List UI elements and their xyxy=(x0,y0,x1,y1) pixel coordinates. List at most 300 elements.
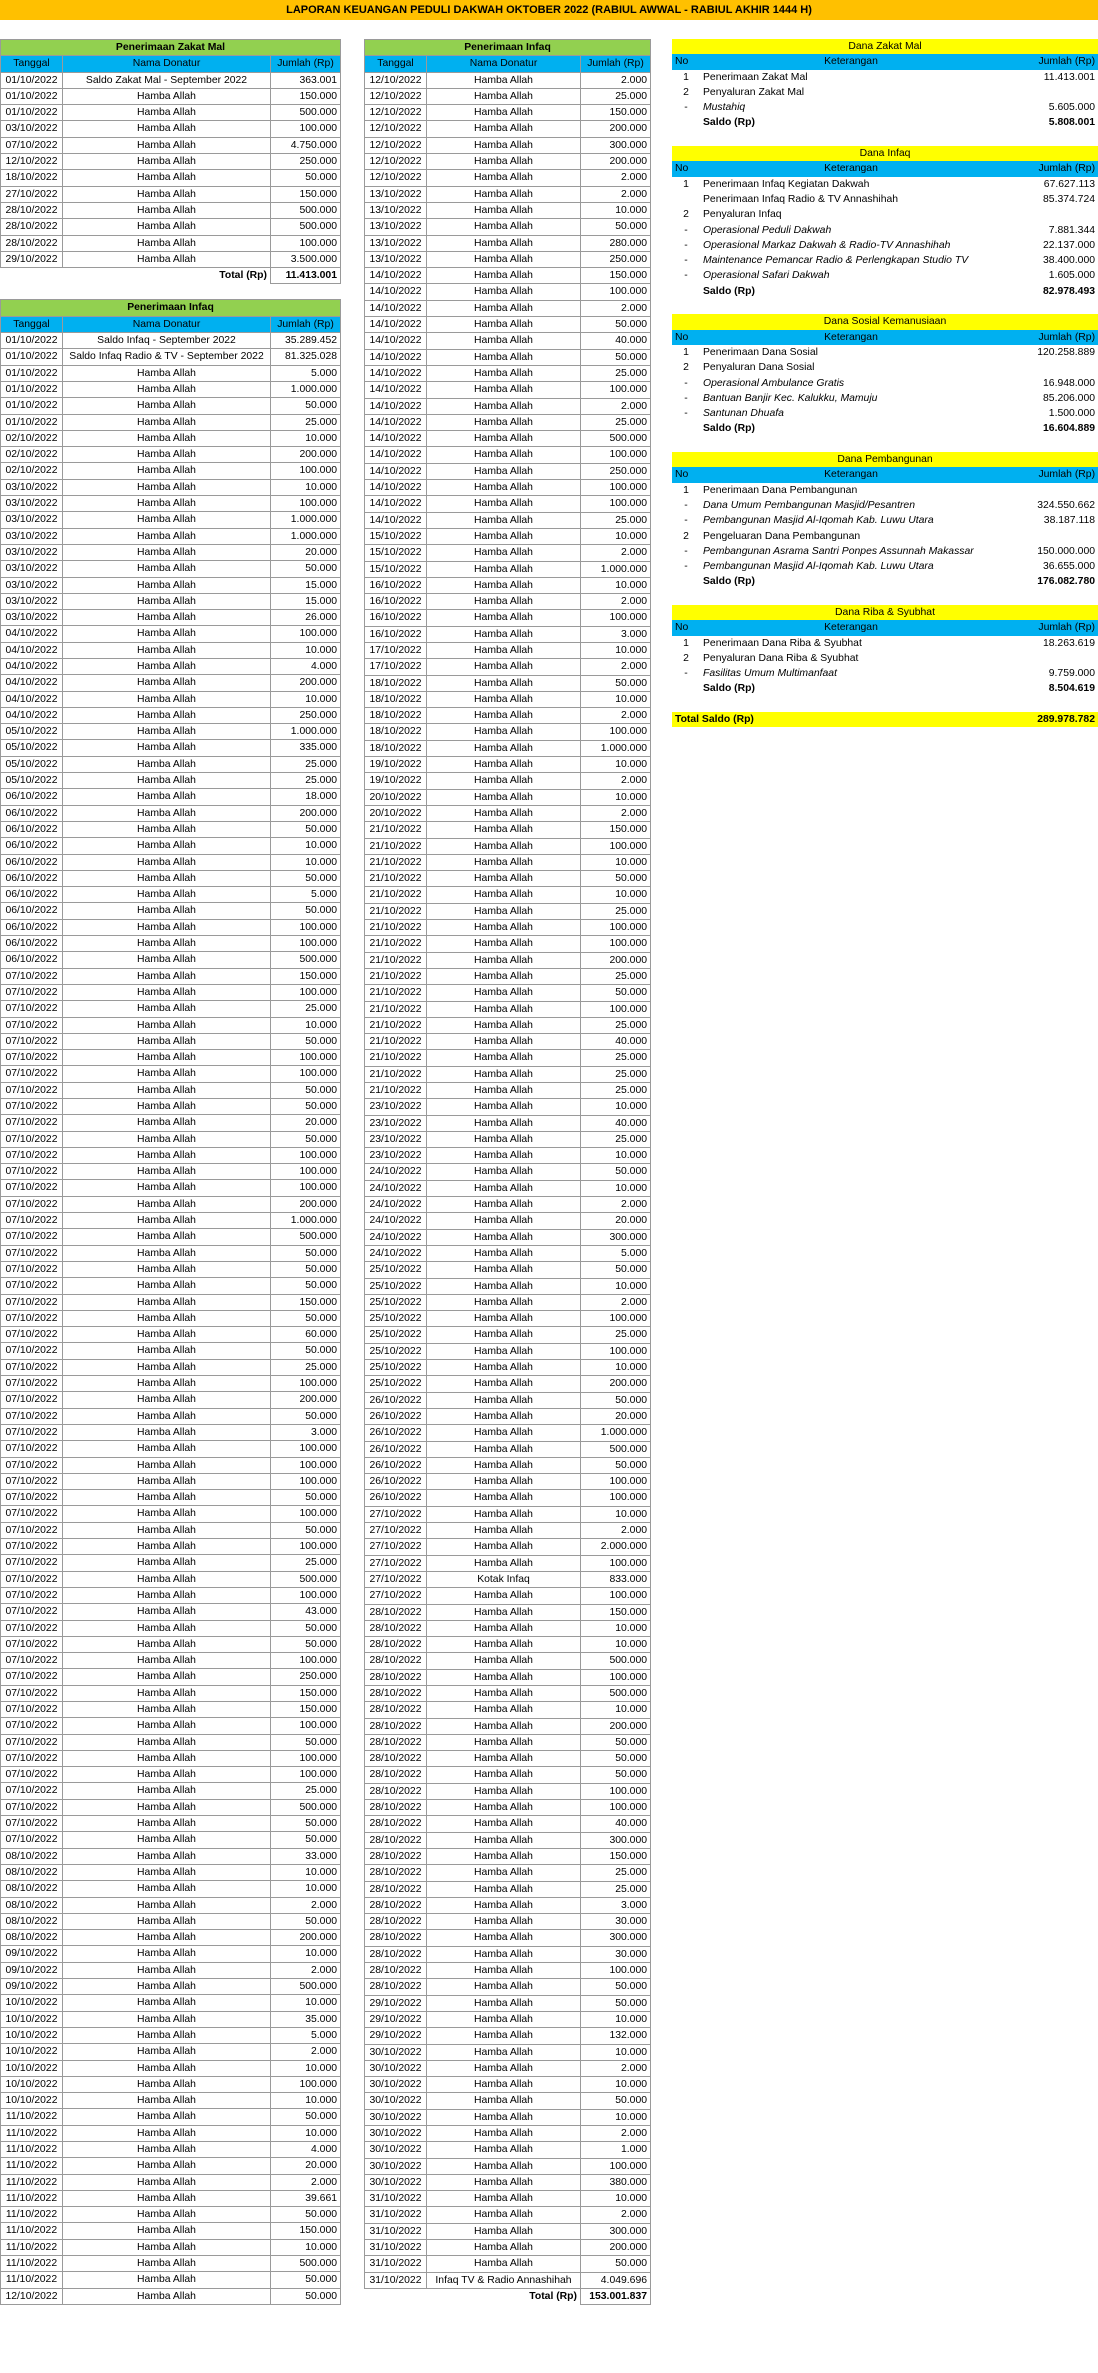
summary-row-amount: 85.374.724 xyxy=(1043,193,1096,205)
row-date: 30/10/2022 xyxy=(365,2044,427,2060)
row-date: 07/10/2022 xyxy=(1,1327,63,1343)
summary-header-amount: Jumlah (Rp) xyxy=(1002,467,1098,482)
row-donor: Hamba Allah xyxy=(427,985,581,1001)
table-row xyxy=(365,1262,651,1278)
row-amount: 10.000 xyxy=(271,2239,341,2255)
row-amount: 50.000 xyxy=(271,1913,341,1929)
table-row xyxy=(365,789,651,805)
row-amount: 380.000 xyxy=(581,2174,651,2190)
table-row xyxy=(1,1506,341,1522)
table-row xyxy=(1,707,341,723)
row-date: 18/10/2022 xyxy=(365,691,427,707)
row-donor: Hamba Allah xyxy=(63,691,271,707)
summary-row xyxy=(672,238,1098,253)
table-row xyxy=(1,479,341,495)
row-donor: Hamba Allah xyxy=(63,137,271,153)
row-donor: Hamba Allah xyxy=(427,235,581,251)
row-amount: 10.000 xyxy=(271,642,341,658)
row-amount: 10.000 xyxy=(581,1360,651,1376)
row-date: 06/10/2022 xyxy=(1,870,63,886)
row-date: 28/10/2022 xyxy=(365,1604,427,1620)
table-row xyxy=(365,154,651,170)
row-amount: 50.000 xyxy=(271,1832,341,1848)
row-donor: Hamba Allah xyxy=(63,1506,271,1522)
summary-row-amount: 85.206.000 xyxy=(1043,392,1096,404)
row-amount: 50.000 xyxy=(581,1734,651,1750)
row-donor: Hamba Allah xyxy=(63,1245,271,1261)
row-donor: Hamba Allah xyxy=(63,903,271,919)
row-donor: Hamba Allah xyxy=(427,1946,581,1962)
row-date: 07/10/2022 xyxy=(1,1001,63,1017)
table-row xyxy=(365,1523,651,1539)
row-amount: 10.000 xyxy=(581,528,651,544)
row-amount: 500.000 xyxy=(271,105,341,121)
table-row xyxy=(365,1083,651,1099)
table-row xyxy=(365,1034,651,1050)
row-amount: 250.000 xyxy=(271,154,341,170)
row-donor: Hamba Allah xyxy=(427,1604,581,1620)
summary-row-amount xyxy=(1002,651,1098,666)
row-date: 13/10/2022 xyxy=(365,202,427,218)
row-donor: Hamba Allah xyxy=(63,1001,271,1017)
summary-row-no xyxy=(672,574,700,589)
row-donor: Hamba Allah xyxy=(63,1424,271,1440)
summary-row-desc: Dana Umum Pembangunan Masjid/Pesantren xyxy=(703,499,915,511)
row-date: 07/10/2022 xyxy=(1,1392,63,1408)
row-amount: 500.000 xyxy=(581,1685,651,1701)
table-row xyxy=(365,463,651,479)
table-row xyxy=(1,1408,341,1424)
row-date: 07/10/2022 xyxy=(1,1620,63,1636)
row-donor: Hamba Allah xyxy=(427,2109,581,2125)
row-date: 01/10/2022 xyxy=(1,398,63,414)
summary-row-amount: 11.413.001 xyxy=(1043,71,1096,83)
row-date: 15/10/2022 xyxy=(365,561,427,577)
row-date: 11/10/2022 xyxy=(1,2272,63,2288)
table-row xyxy=(365,1490,651,1506)
table-row xyxy=(1,756,341,772)
row-date: 07/10/2022 xyxy=(1,1441,63,1457)
row-donor: Hamba Allah xyxy=(427,2223,581,2239)
row-donor: Hamba Allah xyxy=(427,1425,581,1441)
row-donor: Hamba Allah xyxy=(63,2125,271,2141)
row-date: 12/10/2022 xyxy=(365,88,427,104)
table-row xyxy=(1,919,341,935)
row-amount: 40.000 xyxy=(581,1034,651,1050)
row-date: 25/10/2022 xyxy=(365,1294,427,1310)
row-amount: 10.000 xyxy=(581,887,651,903)
row-amount: 10.000 xyxy=(271,2060,341,2076)
row-date: 09/10/2022 xyxy=(1,1979,63,1995)
row-donor: Hamba Allah xyxy=(63,805,271,821)
table-row xyxy=(365,1620,651,1636)
row-date: 28/10/2022 xyxy=(365,1734,427,1750)
summary-row xyxy=(672,651,1098,666)
row-donor: Hamba Allah xyxy=(63,707,271,723)
row-date: 31/10/2022 xyxy=(365,2256,427,2272)
row-date: 13/10/2022 xyxy=(365,251,427,267)
row-date: 03/10/2022 xyxy=(1,544,63,560)
table-row xyxy=(365,170,651,186)
row-amount: 50.000 xyxy=(271,2272,341,2288)
row-amount: 100.000 xyxy=(581,2158,651,2174)
table-row xyxy=(1,2093,341,2109)
row-date: 07/10/2022 xyxy=(1,1359,63,1375)
table-row xyxy=(1,593,341,609)
row-date: 05/10/2022 xyxy=(1,773,63,789)
row-date: 07/10/2022 xyxy=(1,1473,63,1489)
row-amount: 335.000 xyxy=(271,740,341,756)
row-date: 03/10/2022 xyxy=(1,561,63,577)
row-donor: Hamba Allah xyxy=(63,1555,271,1571)
table-row xyxy=(365,1360,651,1376)
row-donor: Hamba Allah xyxy=(427,1588,581,1604)
table-row xyxy=(1,887,341,903)
row-donor: Hamba Allah xyxy=(63,1539,271,1555)
row-date: 07/10/2022 xyxy=(1,1669,63,1685)
row-amount: 10.000 xyxy=(581,2109,651,2125)
table-row xyxy=(1,2060,341,2076)
row-amount: 200.000 xyxy=(581,1718,651,1734)
row-date: 07/10/2022 xyxy=(1,1196,63,1212)
row-amount: 2.000 xyxy=(581,773,651,789)
summary-header-desc: Keterangan xyxy=(700,54,1002,69)
row-date: 04/10/2022 xyxy=(1,707,63,723)
row-amount: 10.000 xyxy=(271,691,341,707)
row-donor: Hamba Allah xyxy=(63,1701,271,1717)
table-row xyxy=(1,854,341,870)
row-date: 14/10/2022 xyxy=(365,463,427,479)
row-date: 28/10/2022 xyxy=(365,1702,427,1718)
row-amount: 2.000 xyxy=(581,72,651,88)
row-date: 11/10/2022 xyxy=(1,2109,63,2125)
table-row xyxy=(1,658,341,674)
row-date: 27/10/2022 xyxy=(365,1506,427,1522)
table-row xyxy=(1,838,341,854)
row-donor: Hamba Allah xyxy=(63,1359,271,1375)
table-row xyxy=(1,1962,341,1978)
table-row xyxy=(365,642,651,658)
row-donor: Hamba Allah xyxy=(427,1523,581,1539)
table-row xyxy=(365,1180,651,1196)
table-row xyxy=(365,2207,651,2223)
row-date: 14/10/2022 xyxy=(365,268,427,284)
row-donor: Hamba Allah xyxy=(427,2077,581,2093)
row-date: 20/10/2022 xyxy=(365,789,427,805)
row-date: 23/10/2022 xyxy=(365,1148,427,1164)
row-donor: Hamba Allah xyxy=(63,251,271,267)
row-amount: 150.000 xyxy=(271,2223,341,2239)
row-date: 01/10/2022 xyxy=(1,381,63,397)
left-column xyxy=(0,39,341,2305)
table-row xyxy=(1,1946,341,1962)
summary-row-amount: 1.500.000 xyxy=(1048,408,1096,420)
row-date: 16/10/2022 xyxy=(365,577,427,593)
table-row xyxy=(365,822,651,838)
row-date: 14/10/2022 xyxy=(365,512,427,528)
row-amount: 25.000 xyxy=(581,1865,651,1881)
row-date: 14/10/2022 xyxy=(365,414,427,430)
row-amount: 10.000 xyxy=(581,789,651,805)
row-donor: Hamba Allah xyxy=(63,1620,271,1636)
summary-header-amount: Jumlah (Rp) xyxy=(1002,620,1098,635)
row-date: 07/10/2022 xyxy=(1,1343,63,1359)
row-donor: Hamba Allah xyxy=(427,1017,581,1033)
table-row xyxy=(1,610,341,626)
row-amount: 500.000 xyxy=(581,1441,651,1457)
row-donor: Hamba Allah xyxy=(63,887,271,903)
row-date: 24/10/2022 xyxy=(365,1164,427,1180)
table-row xyxy=(1,1555,341,1571)
table-row xyxy=(1,1881,341,1897)
row-donor: Hamba Allah xyxy=(427,1783,581,1799)
grand-total-value: 289.978.782 xyxy=(1002,712,1098,727)
row-donor: Hamba Allah xyxy=(63,447,271,463)
row-date: 28/10/2022 xyxy=(1,202,63,218)
row-date: 07/10/2022 xyxy=(1,1750,63,1766)
row-amount: 100.000 xyxy=(271,1457,341,1473)
table-row xyxy=(365,1653,651,1669)
row-amount: 25.000 xyxy=(581,1881,651,1897)
row-amount: 18.000 xyxy=(271,789,341,805)
row-amount: 100.000 xyxy=(581,496,651,512)
row-date: 07/10/2022 xyxy=(1,1115,63,1131)
row-donor: Hamba Allah xyxy=(63,2288,271,2304)
row-date: 07/10/2022 xyxy=(1,1180,63,1196)
table-row xyxy=(1,121,341,137)
table-row xyxy=(1,463,341,479)
table-row xyxy=(1,186,341,202)
row-amount: 200.000 xyxy=(271,1930,341,1946)
row-amount: 100.000 xyxy=(271,1441,341,1457)
row-date: 21/10/2022 xyxy=(365,1017,427,1033)
summary-row-no: - xyxy=(684,668,688,680)
table-row xyxy=(365,2223,651,2239)
row-date: 07/10/2022 xyxy=(1,1213,63,1229)
table-row xyxy=(365,1897,651,1913)
table-row xyxy=(1,1131,341,1147)
row-donor: Hamba Allah xyxy=(427,691,581,707)
summary-row-desc: Operasional Safari Dakwah xyxy=(703,270,830,282)
row-donor: Hamba Allah xyxy=(63,658,271,674)
table-row xyxy=(1,1832,341,1848)
row-amount: 25.000 xyxy=(271,1555,341,1571)
row-amount: 280.000 xyxy=(581,235,651,251)
row-amount: 20.000 xyxy=(271,1115,341,1131)
summary-row-amount: 5.605.000 xyxy=(1048,102,1096,114)
row-date: 16/10/2022 xyxy=(365,610,427,626)
table-row xyxy=(365,2272,651,2288)
row-donor: Hamba Allah xyxy=(63,1082,271,1098)
table-row xyxy=(1,1636,341,1652)
row-amount: 100.000 xyxy=(581,1669,651,1685)
summary-row xyxy=(672,177,1098,192)
row-amount: 2.000.000 xyxy=(581,1539,651,1555)
row-donor: Hamba Allah xyxy=(63,1115,271,1131)
row-date: 03/10/2022 xyxy=(1,496,63,512)
row-donor: Hamba Allah xyxy=(427,154,581,170)
table-row xyxy=(365,1669,651,1685)
row-date: 23/10/2022 xyxy=(365,1131,427,1147)
row-donor: Hamba Allah xyxy=(427,1718,581,1734)
row-date: 07/10/2022 xyxy=(1,1229,63,1245)
summary-row-desc: Saldo (Rp) xyxy=(703,285,755,297)
row-date: 08/10/2022 xyxy=(1,1864,63,1880)
row-date: 27/10/2022 xyxy=(1,186,63,202)
summary-row-no xyxy=(672,284,700,299)
row-donor: Hamba Allah xyxy=(427,2011,581,2027)
row-date: 26/10/2022 xyxy=(365,1392,427,1408)
row-donor: Hamba Allah xyxy=(63,1343,271,1359)
row-amount: 25.000 xyxy=(581,88,651,104)
table-row xyxy=(365,903,651,919)
row-date: 28/10/2022 xyxy=(365,1767,427,1783)
summary-row-no: - xyxy=(684,392,688,404)
row-donor: Hamba Allah xyxy=(427,1376,581,1392)
row-amount: 300.000 xyxy=(581,1832,651,1848)
row-date: 03/10/2022 xyxy=(1,528,63,544)
row-donor: Hamba Allah xyxy=(427,1963,581,1979)
col-header-amount: Jumlah (Rp) xyxy=(271,316,341,332)
row-donor: Saldo Infaq - September 2022 xyxy=(63,333,271,349)
row-amount: 4.000 xyxy=(271,658,341,674)
row-date: 21/10/2022 xyxy=(365,1034,427,1050)
summary-row-amount: 38.400.000 xyxy=(1043,255,1096,267)
table-row xyxy=(365,920,651,936)
summary-section-title: Dana Pembangunan xyxy=(672,452,1098,467)
summary-row-desc: Saldo (Rp) xyxy=(703,117,755,129)
row-date: 07/10/2022 xyxy=(1,1636,63,1652)
summary-header-no: No xyxy=(672,54,700,69)
row-amount: 50.000 xyxy=(581,1164,651,1180)
table-row xyxy=(1,1767,341,1783)
row-amount: 1.000.000 xyxy=(271,1213,341,1229)
table-row xyxy=(365,398,651,414)
table-row xyxy=(365,1571,651,1587)
row-amount: 100.000 xyxy=(271,1473,341,1489)
row-donor: Hamba Allah xyxy=(427,2207,581,2223)
row-donor: Hamba Allah xyxy=(427,952,581,968)
row-date: 08/10/2022 xyxy=(1,1881,63,1897)
row-date: 28/10/2022 xyxy=(365,1832,427,1848)
row-donor: Hamba Allah xyxy=(63,1750,271,1766)
row-amount: 50.000 xyxy=(271,2207,341,2223)
table-row xyxy=(365,1197,651,1213)
row-date: 18/10/2022 xyxy=(365,675,427,691)
row-donor: Hamba Allah xyxy=(427,333,581,349)
row-date: 10/10/2022 xyxy=(1,2044,63,2060)
table-row xyxy=(1,1310,341,1326)
row-amount: 25.000 xyxy=(271,756,341,772)
row-date: 07/10/2022 xyxy=(1,1506,63,1522)
summary-row-desc: Saldo (Rp) xyxy=(703,423,755,435)
row-date: 12/10/2022 xyxy=(1,2288,63,2304)
table-row xyxy=(365,659,651,675)
row-date: 18/10/2022 xyxy=(365,724,427,740)
row-date: 21/10/2022 xyxy=(365,985,427,1001)
row-amount: 3.000 xyxy=(581,626,651,642)
row-donor: Hamba Allah xyxy=(427,2191,581,2207)
row-date: 16/10/2022 xyxy=(365,626,427,642)
row-donor: Hamba Allah xyxy=(427,920,581,936)
summary-row-desc: Operasional Ambulance Gratis xyxy=(703,377,845,389)
row-donor: Hamba Allah xyxy=(427,1751,581,1767)
row-amount: 25.000 xyxy=(581,1327,651,1343)
row-date: 07/10/2022 xyxy=(1,1685,63,1701)
table-row xyxy=(365,1213,651,1229)
row-amount: 50.000 xyxy=(581,1979,651,1995)
row-date: 05/10/2022 xyxy=(1,740,63,756)
row-amount: 200.000 xyxy=(581,154,651,170)
row-date: 25/10/2022 xyxy=(365,1311,427,1327)
summary-row-no: - xyxy=(684,224,688,236)
table-row xyxy=(365,1751,651,1767)
row-amount: 100.000 xyxy=(271,1376,341,1392)
table-row xyxy=(365,528,651,544)
row-donor: Hamba Allah xyxy=(427,1115,581,1131)
row-date: 06/10/2022 xyxy=(1,903,63,919)
row-donor: Hamba Allah xyxy=(427,936,581,952)
table-row xyxy=(365,1555,651,1571)
row-date: 07/10/2022 xyxy=(1,1701,63,1717)
row-amount: 2.000 xyxy=(271,1962,341,1978)
row-amount: 150.000 xyxy=(581,105,651,121)
row-date: 07/10/2022 xyxy=(1,1310,63,1326)
table-row xyxy=(1,1278,341,1294)
row-amount: 100.000 xyxy=(581,1001,651,1017)
row-amount: 100.000 xyxy=(271,1066,341,1082)
row-donor: Hamba Allah xyxy=(63,756,271,772)
table-row xyxy=(365,1425,651,1441)
row-amount: 50.000 xyxy=(271,2288,341,2304)
row-date: 28/10/2022 xyxy=(365,1685,427,1701)
row-date: 14/10/2022 xyxy=(365,349,427,365)
row-donor: Hamba Allah xyxy=(63,1392,271,1408)
grand-total-label: Total Saldo (Rp) xyxy=(672,712,1002,727)
row-date: 09/10/2022 xyxy=(1,1962,63,1978)
row-date: 11/10/2022 xyxy=(1,2223,63,2239)
row-amount: 100.000 xyxy=(581,1783,651,1799)
row-donor: Hamba Allah xyxy=(63,1962,271,1978)
row-date: 02/10/2022 xyxy=(1,463,63,479)
summary-row-desc: Penerimaan Dana Riba & Syubhat xyxy=(703,637,862,649)
summary-row-amount: 324.550.662 xyxy=(1037,499,1096,511)
table-row xyxy=(365,2109,651,2125)
row-amount: 100.000 xyxy=(581,1311,651,1327)
table-row xyxy=(1,2272,341,2288)
table-row xyxy=(365,1001,651,1017)
table-row xyxy=(1,2142,341,2158)
row-date: 11/10/2022 xyxy=(1,2239,63,2255)
row-amount: 50.000 xyxy=(271,1490,341,1506)
table-row xyxy=(365,105,651,121)
table-row xyxy=(365,1148,651,1164)
row-donor: Hamba Allah xyxy=(63,1881,271,1897)
row-date: 28/10/2022 xyxy=(365,1620,427,1636)
table-row xyxy=(1,1604,341,1620)
table-row xyxy=(1,642,341,658)
row-donor: Hamba Allah xyxy=(63,1408,271,1424)
summary-row-no: 2 xyxy=(683,530,689,542)
row-date: 25/10/2022 xyxy=(365,1278,427,1294)
row-date: 07/10/2022 xyxy=(1,137,63,153)
row-amount: 2.000 xyxy=(581,398,651,414)
row-amount: 20.000 xyxy=(581,1408,651,1424)
row-donor: Hamba Allah xyxy=(63,593,271,609)
row-donor: Hamba Allah xyxy=(427,1897,581,1913)
row-amount: 10.000 xyxy=(581,2011,651,2027)
row-donor: Hamba Allah xyxy=(427,1311,581,1327)
